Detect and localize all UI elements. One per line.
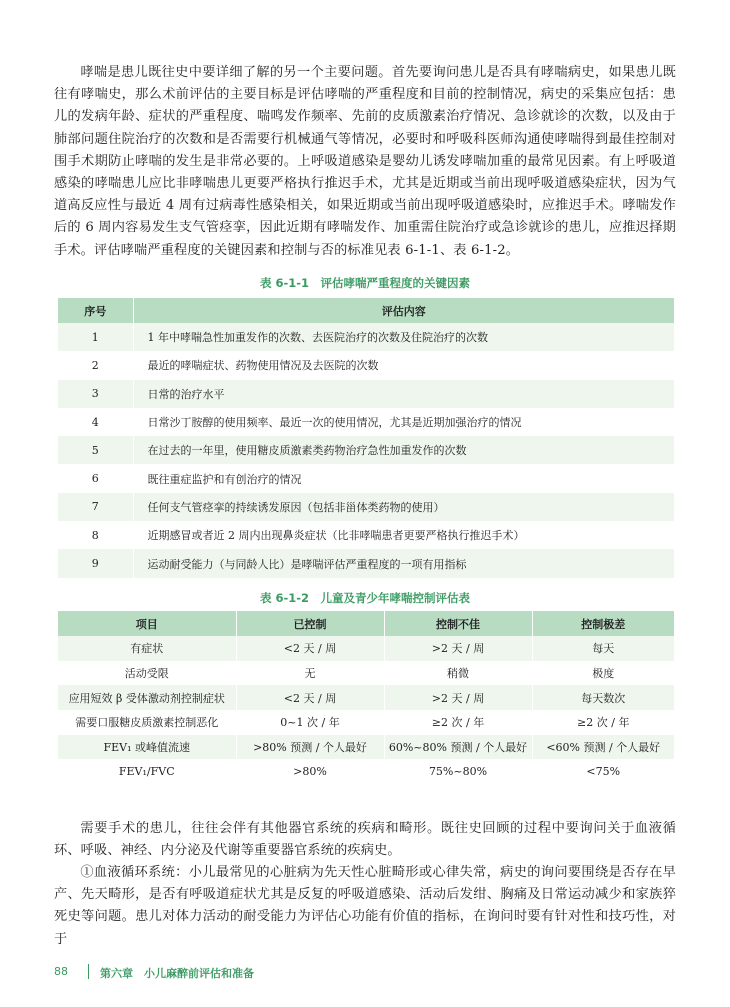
table-cell: 2: [58, 351, 133, 379]
table-cell: 最近的哮喘症状、药物使用情况及去医院的次数: [133, 351, 674, 379]
table-cell: 近期感冒或者近 2 周内出现鼻炎症状（比非哮喘患者更要严格执行推迟手术）: [133, 521, 674, 549]
table-cell: 5: [58, 436, 133, 464]
page-footer: [0, 963, 730, 983]
table-cell: 每天: [532, 636, 674, 661]
table-cell: >80%: [236, 759, 384, 784]
table-cell: 日常沙丁胺醇的使用频率、最近一次的使用情况，尤其是近期加强治疗的情况: [133, 408, 674, 436]
asthma-severity-table: [58, 298, 674, 578]
table-row: [58, 521, 674, 549]
table-row: [58, 351, 674, 379]
table-row: [58, 549, 674, 577]
table-6-1-1-caption: 表 6-1-1 评估哮喘严重程度的关键因素: [259, 276, 471, 290]
column-header: 序号: [58, 298, 133, 323]
circulatory-system-paragraph: ①血液循环系统：小儿最常见的心脏病为先天性心脏畸形或心律失常，病史的询问要围绕是否存在早产、先天畸形，是否有呼吸道症状尤其是反复的呼吸道感染、活动后发绀、胸痛及日常运动减少和家族猝死史等问题。患儿对体力活动的耐受能力为评估心功能有价值的指标，在询问时要有针对性和技巧性，对于: [54, 865, 676, 947]
table-cell: FEV₁ 或峰值流速: [58, 735, 236, 760]
table-cell: <2 天 / 周: [236, 636, 384, 661]
table-cell: 日常的治疗水平: [133, 380, 674, 408]
page-number: 88: [54, 965, 68, 978]
table-cell: 3: [58, 380, 133, 408]
table-cell: 应用短效 β 受体激动剂控制症状: [58, 685, 236, 710]
table-cell: 有症状: [58, 636, 236, 661]
table-cell: 9: [58, 549, 133, 577]
table-cell: 6: [58, 464, 133, 492]
table-cell: FEV₁/FVC: [58, 759, 236, 784]
table-row: [58, 323, 674, 351]
table-row: [58, 759, 674, 784]
table-row: [58, 436, 674, 464]
table-cell: 1 年中哮喘急性加重发作的次数、去医院治疗的次数及住院治疗的次数: [133, 323, 674, 351]
table-cell: 在过去的一年里，使用糖皮质激素类药物治疗急性加重发作的次数: [133, 436, 674, 464]
table-cell: 任何支气管痉挛的持续诱发原因（包括非甾体类药物的使用）: [133, 493, 674, 521]
table-cell: 运动耐受能力（与同龄人比）是哮喘评估严重程度的一项有用指标: [133, 549, 674, 577]
table-cell: <2 天 / 周: [236, 685, 384, 710]
table-cell: ≥2 次 / 年: [532, 710, 674, 735]
table-cell: 0~1 次 / 年: [236, 710, 384, 735]
column-header: 评估内容: [133, 298, 674, 323]
table-cell: 既往重症监护和有创治疗的情况: [133, 464, 674, 492]
table-cell: 7: [58, 493, 133, 521]
table-cell: 需要口服糖皮质激素控制恶化: [58, 710, 236, 735]
table-row: [58, 636, 674, 661]
table-cell: 4: [58, 408, 133, 436]
other-systems-paragraph: 需要手术的患儿，往往会伴有其他器官系统的疾病和畸形。既往史回顾的过程中要询问关于血液循环、呼吸、神经、内分泌及代谢等重要器官系统的疾病史。: [54, 821, 676, 859]
column-header: 项目: [58, 611, 236, 636]
table-row: [58, 380, 674, 408]
table-cell: 每天数次: [532, 685, 674, 710]
footer-divider: [88, 964, 89, 979]
table-cell: 75%~80%: [384, 759, 532, 784]
table-row: [58, 710, 674, 735]
table-cell: ≥2 次 / 年: [384, 710, 532, 735]
table-cell: >80% 预测 / 个人最好: [236, 735, 384, 760]
column-header: 已控制: [236, 611, 384, 636]
table-cell: 60%~80% 预测 / 个人最好: [384, 735, 532, 760]
table-row: [58, 464, 674, 492]
table-cell: 无: [236, 661, 384, 686]
column-header: 控制极差: [532, 611, 674, 636]
table-cell: 活动受限: [58, 661, 236, 686]
table-cell: >2 天 / 周: [384, 636, 532, 661]
table-row: [58, 661, 674, 686]
table-cell: 极度: [532, 661, 674, 686]
table-6-1-2-caption: 表 6-1-2 儿童及青少年哮喘控制评估表: [259, 591, 471, 605]
table-cell: 8: [58, 521, 133, 549]
table-cell: 1: [58, 323, 133, 351]
table-cell: >2 天 / 周: [384, 685, 532, 710]
table-cell: <75%: [532, 759, 674, 784]
table-cell: 稍微: [384, 661, 532, 686]
chapter-title: 第六章 小儿麻醉前评估和准备: [100, 967, 254, 980]
table-row: [58, 493, 674, 521]
intro-paragraph: 哮喘是患儿既往史中要详细了解的另一个主要问题。首先要询问患儿是否具有哮喘病史，如果患儿既往有哮喘史，那么术前评估的主要目标是评估哮喘的严重程度和目前的控制情况，病史的采集应包括：患儿的发病年龄、症状的严重程度、喘鸣发作频率、先前的皮质激素治疗情况、急诊就诊的次数，以及由于肺部问题住院治疗的次数和是否需要行机械通气等情况，必要时和呼吸科医师沟通使哮喘得到最佳控制对围手术期防止哮喘的发生是非常必要的。上呼吸道感染是婴幼儿诱发哮喘加重的最常见因素。有上呼吸道感染的哮喘患儿应比非哮喘患儿更要严格执行推迟手术，尤其是近期或当前出现呼吸道感染症状，因为气道高反应性与最近 4 周有过病毒性感染相关，如果近期或当前出现呼吸道感染时，应推迟手术。哮喘发作后的 6 周内容易发生支气管痉挛，因此近期有哮喘发作、加重需住院治疗或急诊就诊的患儿，应推迟择期手术。评估哮喘严重程度的关键因素和控制与否的标准见表 6-1-1、表 6-1-2。: [54, 65, 676, 258]
asthma-control-table: [58, 611, 674, 784]
table-row: [58, 735, 674, 760]
column-header: 控制不佳: [384, 611, 532, 636]
table-row: [58, 408, 674, 436]
table-cell: <60% 预测 / 个人最好: [532, 735, 674, 760]
table-row: [58, 685, 674, 710]
